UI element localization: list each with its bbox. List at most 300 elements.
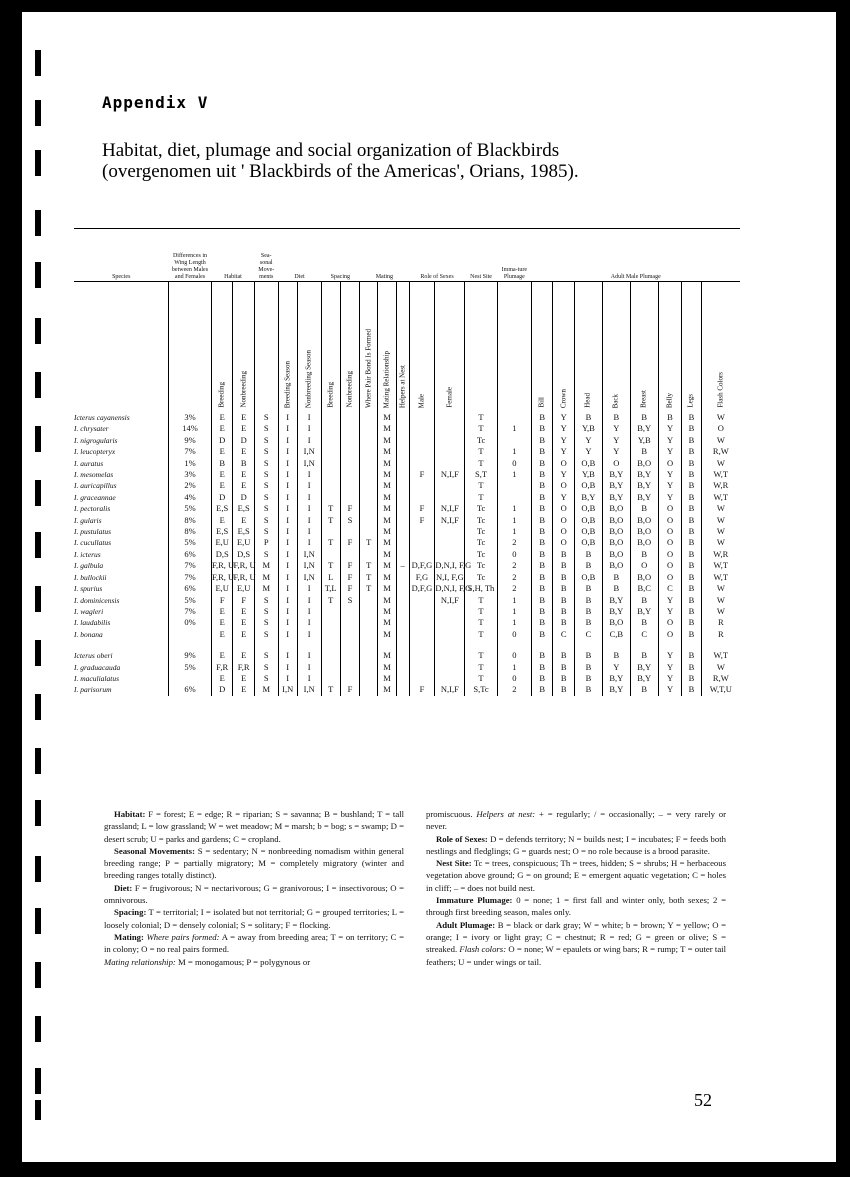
table-cell: W <box>701 606 740 617</box>
binding-mark <box>35 318 41 344</box>
table-cell <box>396 515 409 526</box>
table-cell <box>360 662 378 673</box>
table-cell: W,R <box>701 549 740 560</box>
table-cell <box>396 629 409 640</box>
group-header-row <box>74 229 740 282</box>
table-cell <box>360 617 378 628</box>
table-cell: B <box>233 458 254 469</box>
table-cell: I <box>278 503 297 514</box>
table-cell: B <box>682 549 701 560</box>
table-cell: B <box>532 560 553 571</box>
table-cell <box>497 412 531 423</box>
table-cell <box>360 515 378 526</box>
table-cell: O <box>658 458 682 469</box>
table-cell: 0 <box>497 549 531 560</box>
table-cell <box>435 629 465 640</box>
table-cell: T <box>465 458 497 469</box>
table-cell <box>340 673 359 684</box>
species-name: I. cucullatus <box>74 538 112 548</box>
table-cell: 4% <box>169 492 212 503</box>
table-cell <box>169 673 212 684</box>
table-cell: M <box>378 662 396 673</box>
species-name: I. spurius <box>74 584 103 594</box>
table-cell: Y <box>602 435 630 446</box>
table-cell: B <box>532 435 553 446</box>
table-cell <box>435 423 465 434</box>
table-cell: O <box>630 560 658 571</box>
group-spacing: Spacing <box>321 229 360 282</box>
table-cell: 1 <box>497 423 531 434</box>
table-cell: I,N <box>297 549 321 560</box>
table-cell: W,R <box>701 480 740 491</box>
table-cell <box>340 617 359 628</box>
sub-bill: Bill <box>532 282 553 413</box>
table-row <box>74 469 740 480</box>
table-cell: F,R <box>233 662 254 673</box>
table-cell: S,Tc <box>465 684 497 695</box>
table-cell: M <box>254 684 278 695</box>
table-cell <box>396 537 409 548</box>
table-cell: F <box>340 503 359 514</box>
table-cell: B,Y <box>602 480 630 491</box>
table-cell <box>396 673 409 684</box>
table-cell <box>409 650 435 661</box>
table-cell: B <box>532 572 553 583</box>
table-cell: I,N <box>297 446 321 457</box>
table-cell: M <box>378 446 396 457</box>
table-cell <box>360 629 378 640</box>
sub-legs: Legs <box>682 282 701 413</box>
table-cell: M <box>254 572 278 583</box>
table-cell: Y,B <box>574 423 602 434</box>
table-cell: M <box>378 617 396 628</box>
table-cell: B,O <box>602 549 630 560</box>
table-cell: 2 <box>497 572 531 583</box>
species-name: I. mesomelas <box>74 470 114 480</box>
table-cell: I <box>278 515 297 526</box>
table-cell: B <box>532 662 553 673</box>
table-cell: N,I,F <box>435 684 465 695</box>
table-cell: B,O <box>602 526 630 537</box>
table-cell: B <box>682 435 701 446</box>
table-cell <box>360 526 378 537</box>
table-cell: W <box>701 515 740 526</box>
table-cell: B,O <box>602 537 630 548</box>
table-cell: Y <box>658 650 682 661</box>
table-cell <box>360 650 378 661</box>
table-cell <box>409 537 435 548</box>
sub-helpers: Helpers at Nest <box>396 282 409 413</box>
table-cell <box>321 423 340 434</box>
table-cell: B,Y <box>630 469 658 480</box>
table-cell: F <box>409 684 435 695</box>
species-name: I. gularis <box>74 515 102 525</box>
table-cell: B <box>682 560 701 571</box>
table-cell: E <box>211 629 232 640</box>
sub-crown: Crown <box>553 282 574 413</box>
table-cell <box>409 629 435 640</box>
table-cell: Y <box>658 606 682 617</box>
table-cell: B,Y <box>630 662 658 673</box>
table-cell <box>435 537 465 548</box>
table-cell <box>409 480 435 491</box>
table-cell: F <box>409 515 435 526</box>
table-cell: I <box>297 629 321 640</box>
table-cell: Y <box>658 446 682 457</box>
table-cell: B,Y <box>602 595 630 606</box>
table-cell <box>340 458 359 469</box>
table-row <box>74 684 740 695</box>
table-cell: I <box>278 412 297 423</box>
table-cell: B <box>574 549 602 560</box>
table-cell: F,G <box>409 572 435 583</box>
table-cell: B <box>532 480 553 491</box>
table-cell: T <box>465 446 497 457</box>
table-cell: T <box>360 560 378 571</box>
table-cell: T <box>321 595 340 606</box>
table-cell: T <box>321 515 340 526</box>
table-cell: E <box>211 412 232 423</box>
table-cell: W,T <box>701 492 740 503</box>
table-cell <box>396 469 409 480</box>
table-cell <box>435 446 465 457</box>
table-cell <box>360 446 378 457</box>
table-cell <box>396 446 409 457</box>
table-cell <box>340 435 359 446</box>
table-cell <box>321 606 340 617</box>
legend-diet: Diet: F = frugivorous; N = nectarivorous; G = granivorous; I = insectivorous; O = omnivorous. <box>104 882 405 906</box>
group-mating: Mating <box>360 229 409 282</box>
table-cell: M <box>378 412 396 423</box>
table-cell: B <box>682 412 701 423</box>
species-name: I. bonana <box>74 629 103 639</box>
table-cell <box>497 435 531 446</box>
table-cell: B,Y <box>630 480 658 491</box>
table-cell: 1 <box>497 469 531 480</box>
table-cell <box>321 673 340 684</box>
table-cell: B <box>532 549 553 560</box>
table-cell: Y <box>658 469 682 480</box>
table-cell: M <box>378 606 396 617</box>
table-row <box>74 492 740 503</box>
table-row <box>74 446 740 457</box>
table-cell: B <box>682 515 701 526</box>
species-name: Icterus oberi <box>74 651 113 661</box>
table-cell: B <box>574 662 602 673</box>
table-cell: M <box>254 560 278 571</box>
table-cell: 2 <box>497 537 531 548</box>
table-cell: C <box>658 583 682 594</box>
table-cell <box>360 684 378 695</box>
table-cell: O <box>553 515 574 526</box>
table-cell: B,O <box>630 572 658 583</box>
binding-mark <box>35 962 41 988</box>
table-cell <box>435 480 465 491</box>
table-cell: O,B <box>574 537 602 548</box>
table-cell: 7% <box>169 606 212 617</box>
legend-spacing: Spacing: T = territorial; I = isolated but not territorial; G = grouped territories; L = loosely colonial; D = densely colonial; S = solitary; F = flocking. <box>104 907 404 930</box>
table-cell: B,Y <box>630 606 658 617</box>
table-cell <box>409 595 435 606</box>
table-cell: B,O <box>602 515 630 526</box>
table-cell <box>321 662 340 673</box>
table-row <box>74 526 740 537</box>
table-cell: F,R, U <box>211 571 235 582</box>
table-cell: Y <box>602 423 630 434</box>
table-cell: Y <box>553 423 574 434</box>
species-name: I. wagleri <box>74 606 104 616</box>
table-cell: I,N <box>278 684 297 695</box>
sub-blank <box>465 282 497 413</box>
table-cell: B <box>682 458 701 469</box>
table-cell: B <box>602 572 630 583</box>
table-cell: S <box>254 458 278 469</box>
table-cell: B <box>574 412 602 423</box>
table-cell: B <box>682 572 701 583</box>
table-cell: 0 <box>497 673 531 684</box>
binding-mark <box>35 50 41 76</box>
table-cell: 7% <box>169 572 212 583</box>
table-cell: B <box>574 583 602 594</box>
blackbirds-table <box>74 228 740 696</box>
table-cell <box>360 423 378 434</box>
table-cell: S <box>340 595 359 606</box>
table-cell: L <box>321 572 340 583</box>
table-cell <box>321 629 340 640</box>
title-line-1: Habitat, diet, plumage and social organization of Blackbirds <box>102 140 560 161</box>
table-cell: 7% <box>169 560 212 571</box>
table-cell: T <box>321 684 340 695</box>
table-cell: W <box>701 412 740 423</box>
table-cell: B,Y <box>602 469 630 480</box>
table-cell: B <box>602 583 630 594</box>
table-cell: B,O <box>630 458 658 469</box>
table-cell: O <box>553 458 574 469</box>
table-cell: S <box>254 617 278 628</box>
table-cell: B <box>553 595 574 606</box>
table-cell: Y,B <box>574 469 602 480</box>
table-cell: I <box>278 560 297 571</box>
group-habitat: Habitat <box>211 229 254 282</box>
table-cell: W <box>701 583 740 594</box>
table-cell <box>409 492 435 503</box>
table-cell <box>409 435 435 446</box>
table-row <box>74 515 740 526</box>
table-cell: T <box>465 662 497 673</box>
table-cell: C,B <box>602 629 630 640</box>
table-cell: E <box>233 446 254 457</box>
table-cell: O <box>658 617 682 628</box>
table-cell: B <box>682 503 701 514</box>
table-cell: E,U <box>233 583 254 594</box>
table-cell <box>396 458 409 469</box>
table-cell <box>396 662 409 673</box>
legend-mating: Mating: Where pairs formed: A = away from breeding area; T = on territory; C = in colony; O = no real pairs formed. <box>104 931 404 955</box>
table-cell <box>340 492 359 503</box>
table-cell: B <box>630 595 658 606</box>
table-cell: O <box>553 537 574 548</box>
table-cell: I <box>278 629 297 640</box>
table-cell: T <box>465 650 497 661</box>
table-cell: O <box>553 480 574 491</box>
table-cell: W <box>701 537 740 548</box>
table-cell: I <box>297 503 321 514</box>
table-cell: W <box>701 595 740 606</box>
table-cell: 1 <box>497 595 531 606</box>
table-cell: Y,B <box>630 435 658 446</box>
table-cell: T <box>321 537 340 548</box>
table-cell <box>396 435 409 446</box>
table-cell: E <box>233 480 254 491</box>
table-cell: I <box>297 595 321 606</box>
table-cell <box>435 549 465 560</box>
appendix-heading: Appendix V <box>102 93 209 112</box>
table-cell: E,S <box>211 526 232 537</box>
table-cell: S <box>254 549 278 560</box>
table-cell: 0% <box>169 617 212 628</box>
species-name: I. dominicensis <box>74 595 120 605</box>
table-cell: B <box>532 458 553 469</box>
subcolumn-header-row <box>74 282 740 413</box>
table-cell <box>360 458 378 469</box>
table-cell: 1 <box>497 503 531 514</box>
table-cell: Y <box>553 469 574 480</box>
table-cell: 1 <box>497 515 531 526</box>
table-cell: B <box>553 572 574 583</box>
table-cell: B <box>211 458 232 469</box>
table-cell <box>321 492 340 503</box>
table-cell: I <box>297 583 321 594</box>
table-cell: B,O <box>602 503 630 514</box>
table-cell: T <box>321 560 340 571</box>
species-name: I. laudabilis <box>74 618 111 628</box>
table-cell: B <box>532 412 553 423</box>
table-cell: E <box>211 446 232 457</box>
table-cell <box>435 606 465 617</box>
table-cell: B <box>682 446 701 457</box>
table-cell: Y <box>658 662 682 673</box>
table-cell: 7% <box>169 446 212 457</box>
table-cell: S <box>254 423 278 434</box>
table-cell: M <box>378 480 396 491</box>
table-cell: I <box>297 515 321 526</box>
table-cell: Y <box>658 673 682 684</box>
table-cell: B,O <box>602 560 630 571</box>
table-cell: B <box>682 423 701 434</box>
group-wing: Differences in Wing Length between Males and Females <box>169 229 212 282</box>
table-cell: E <box>233 617 254 628</box>
table-cell: M <box>378 423 396 434</box>
table-row <box>74 480 740 491</box>
species-name: I. galbula <box>74 561 104 571</box>
table-cell: W <box>701 458 740 469</box>
table-cell: S <box>254 595 278 606</box>
table-cell: B <box>532 492 553 503</box>
group-seasonal: Sea-sonal Move-ments <box>254 229 278 282</box>
table-cell: E <box>211 469 232 480</box>
species-name: I. pectoralis <box>74 504 111 514</box>
table-cell: O <box>658 629 682 640</box>
table-cell <box>360 595 378 606</box>
table-cell: B,C <box>630 583 658 594</box>
table-cell <box>396 684 409 695</box>
table-cell <box>435 412 465 423</box>
table-cell: 9% <box>169 435 212 446</box>
table-cell <box>340 446 359 457</box>
table-cell: B <box>553 650 574 661</box>
table-cell <box>409 617 435 628</box>
table-cell: R,W <box>701 446 740 457</box>
table-cell: B <box>532 629 553 640</box>
table-cell: B <box>682 673 701 684</box>
table-cell: 0 <box>497 650 531 661</box>
table-cell: I,N <box>297 458 321 469</box>
table-cell: B <box>682 606 701 617</box>
table-cell <box>360 503 378 514</box>
table-cell: B <box>553 662 574 673</box>
table-cell: M <box>378 526 396 537</box>
table-cell: I,N <box>297 684 321 695</box>
table-cell: E,U <box>233 537 254 548</box>
table-cell: B <box>532 537 553 548</box>
table-cell: 3% <box>169 469 212 480</box>
table-cell: T <box>465 412 497 423</box>
table-cell: I <box>278 435 297 446</box>
table-cell: B <box>532 583 553 594</box>
table-cell: W,T <box>701 650 740 661</box>
legend-left <box>104 808 404 968</box>
table-cell: C <box>630 629 658 640</box>
table-cell: O <box>658 503 682 514</box>
table-cell: F <box>409 469 435 480</box>
binding-mark <box>35 150 41 176</box>
table-cell: E <box>211 423 232 434</box>
table-cell: B <box>682 595 701 606</box>
table-cell: T <box>360 583 378 594</box>
table-cell: Y <box>658 595 682 606</box>
table-cell: W,T <box>701 469 740 480</box>
table-cell <box>396 480 409 491</box>
species-name: I. auricapillus <box>74 481 117 491</box>
table-cell <box>340 469 359 480</box>
table-cell <box>360 492 378 503</box>
table-cell <box>435 673 465 684</box>
table-cell: S <box>254 650 278 661</box>
table-cell <box>409 423 435 434</box>
table-cell: E <box>233 423 254 434</box>
legend-role: Role of Sexes: D = defends territory; N = builds nest; I = incubates; F = feeds both nestlings and fledglings; G = guards nest; O = no role because is a brood parasite. <box>426 833 726 856</box>
table-cell: B <box>532 503 553 514</box>
table-cell: F <box>340 537 359 548</box>
table-cell: F,R, U <box>211 560 235 571</box>
table-cell: Y <box>658 480 682 491</box>
table-cell: B <box>682 684 701 695</box>
table-cell: B <box>532 469 553 480</box>
table-cell: I <box>297 480 321 491</box>
table-cell: S <box>254 492 278 503</box>
table-cell: I <box>297 650 321 661</box>
table-cell: B <box>630 617 658 628</box>
table-cell: E <box>233 650 254 661</box>
table-cell: I,N <box>297 572 321 583</box>
table-cell: B <box>602 650 630 661</box>
table-cell: E <box>233 606 254 617</box>
table-cell: B <box>630 446 658 457</box>
binding-mark <box>35 856 41 882</box>
table-row <box>74 629 740 640</box>
table-cell: 2 <box>497 560 531 571</box>
table-cell: E,S <box>211 503 232 514</box>
